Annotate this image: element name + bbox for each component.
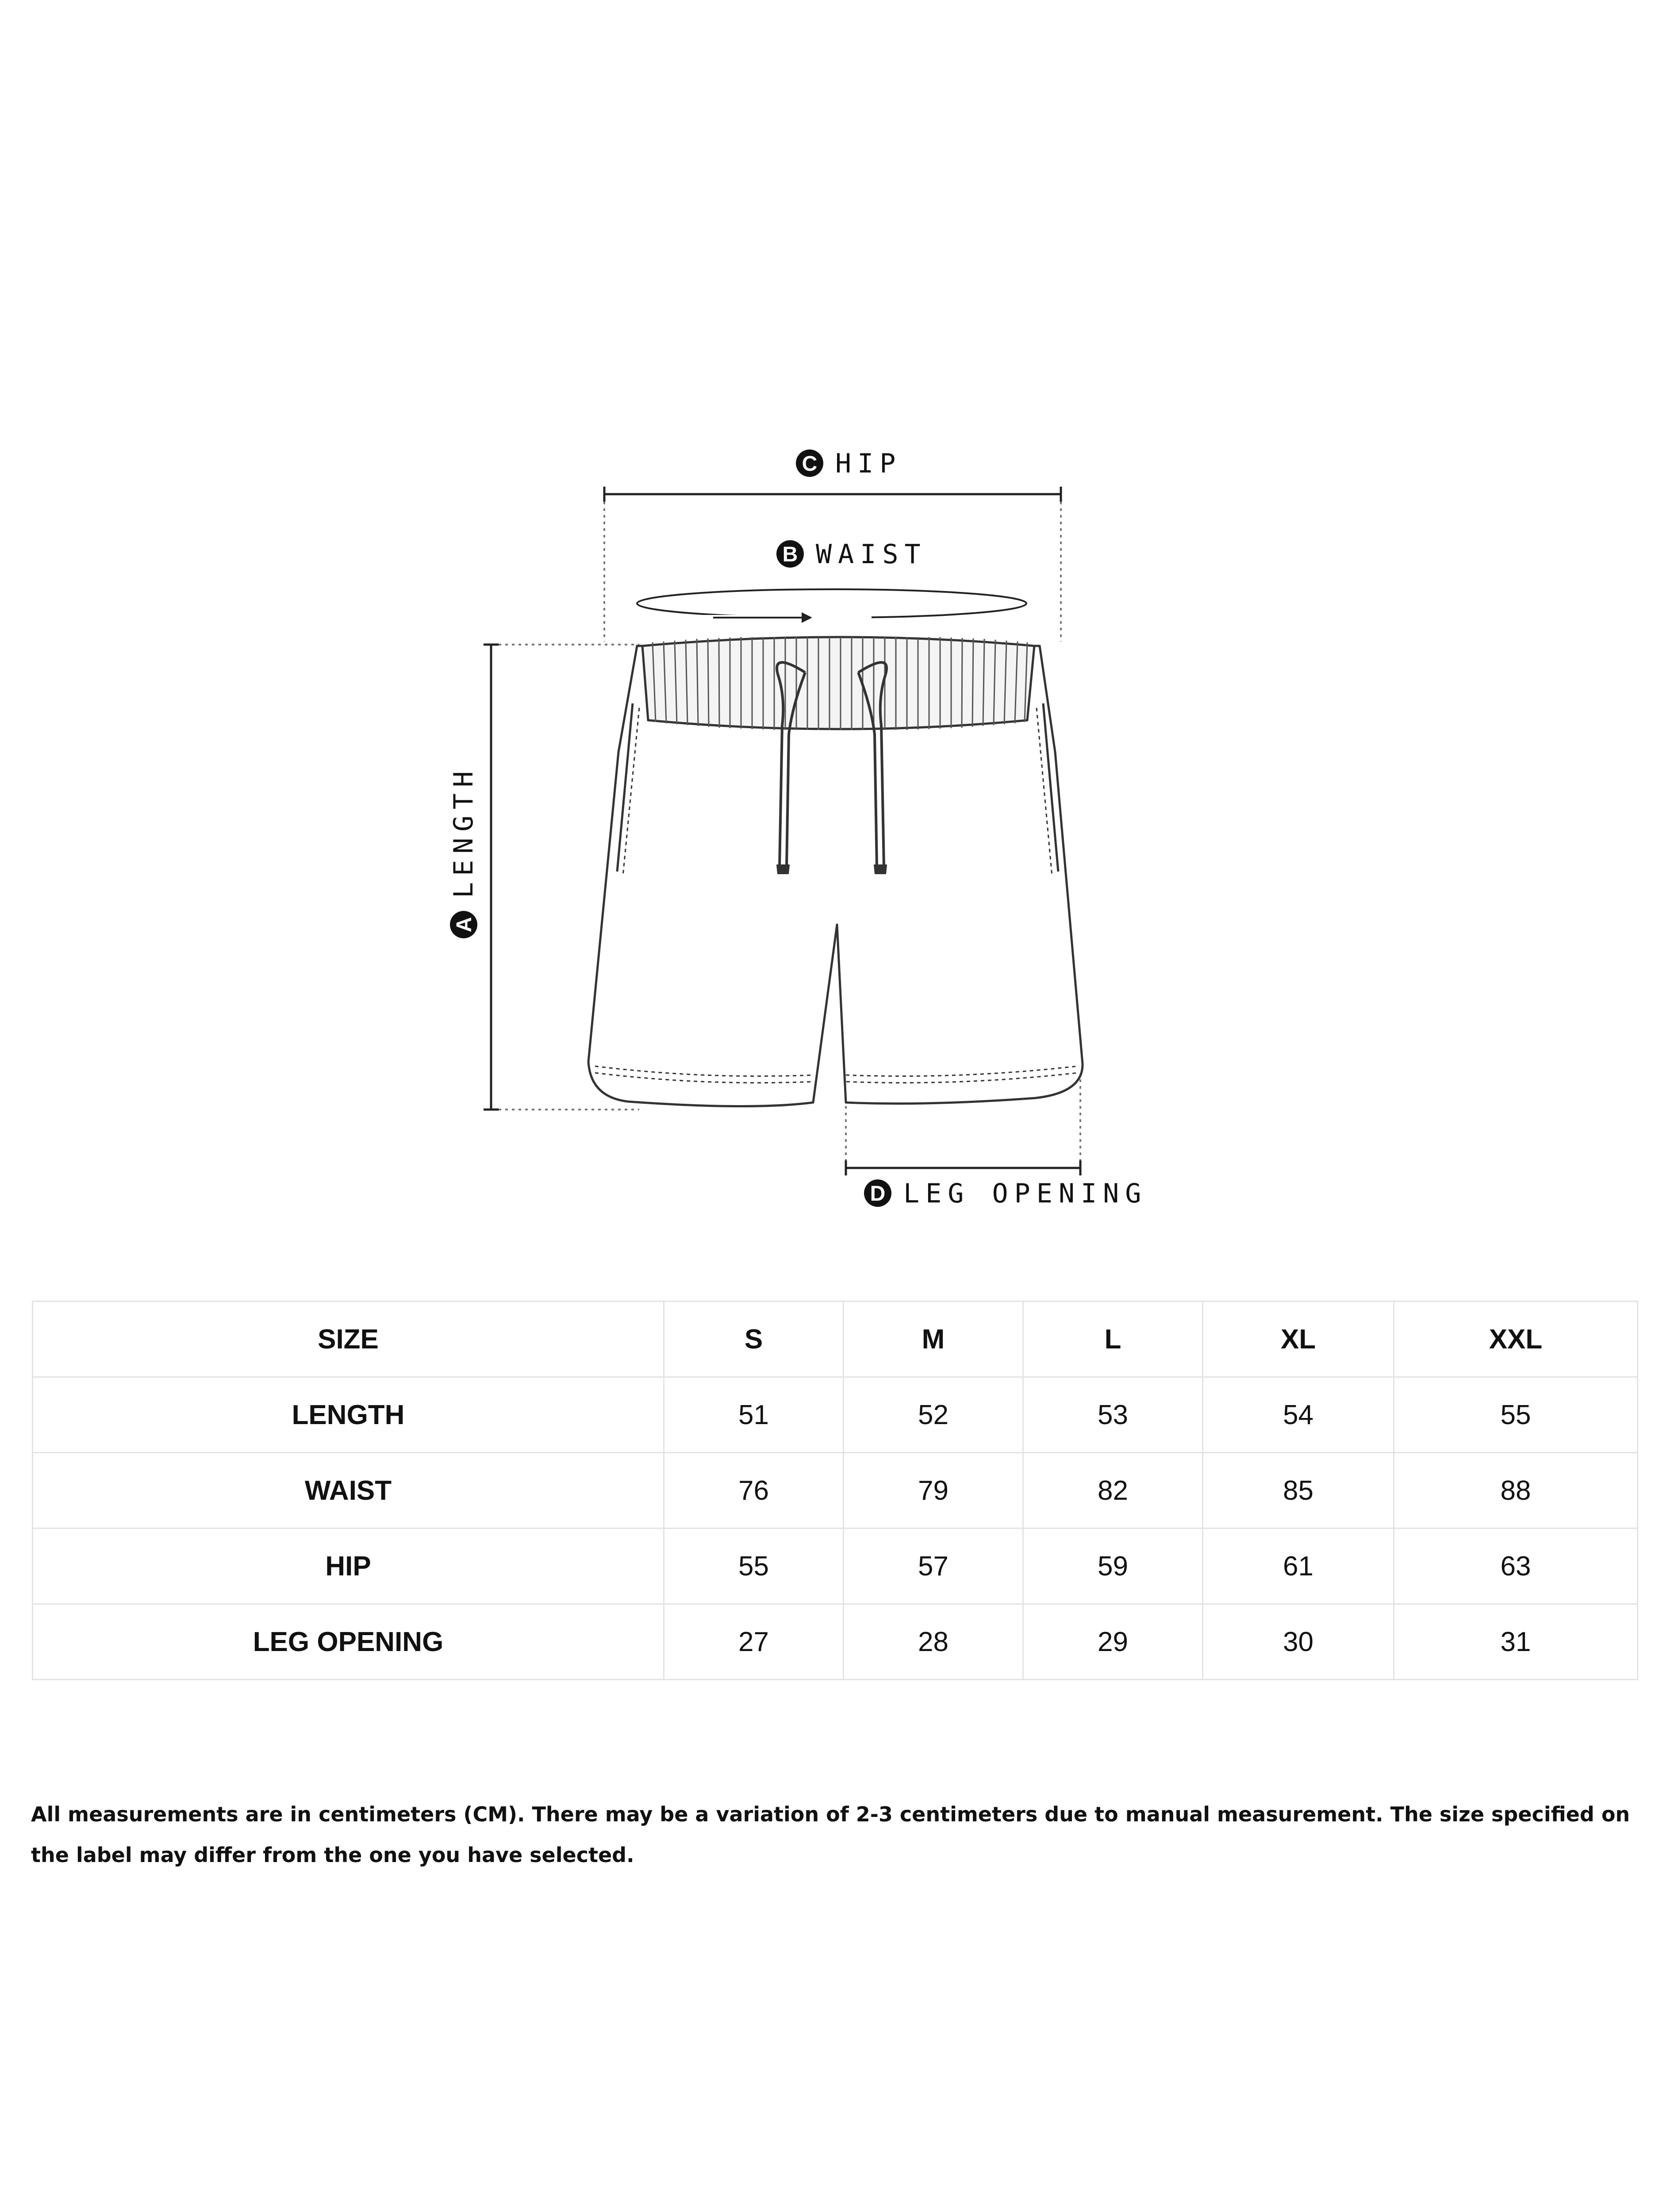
- length-label: LENGTH: [448, 765, 479, 898]
- table-cell: 51: [664, 1377, 844, 1453]
- table-header-xxl: XXL: [1394, 1302, 1638, 1377]
- table-header-s: S: [664, 1302, 844, 1377]
- table-cell: 30: [1203, 1604, 1394, 1680]
- length-badge-letter: A: [453, 917, 476, 933]
- table-cell: 31: [1394, 1604, 1638, 1680]
- leg-opening-badge-letter: D: [870, 1182, 886, 1206]
- table-row: [33, 1377, 1638, 1453]
- table-row: [33, 1528, 1638, 1604]
- table-cell: 55: [1394, 1377, 1638, 1453]
- waistband: [642, 637, 1034, 729]
- hip-label: HIP: [835, 448, 902, 479]
- table-cell: 27: [664, 1604, 844, 1680]
- table-header-xl: XL: [1203, 1302, 1394, 1377]
- size-chart-table: [32, 1301, 1638, 1680]
- table-cell: 88: [1394, 1453, 1638, 1528]
- table-header-row: [33, 1302, 1638, 1377]
- leg-opening-label: LEG OPENING: [903, 1178, 1148, 1209]
- row-label-hip: HIP: [33, 1528, 664, 1604]
- table-cell: 52: [844, 1377, 1023, 1453]
- table-cell: 57: [844, 1528, 1023, 1604]
- row-label-waist: WAIST: [33, 1453, 664, 1528]
- row-label-length: LENGTH: [33, 1377, 664, 1453]
- waist-ellipse: [637, 589, 1026, 618]
- table-cell: 54: [1203, 1377, 1394, 1453]
- table-cell: 76: [664, 1453, 844, 1528]
- table-cell: 82: [1023, 1453, 1203, 1528]
- measurement-note: All measurements are in centimeters (CM). There may be a variation of 2-3 centimeters due to manual measurement. The size specified on the label may differ from the one you have selected.: [31, 1802, 1630, 1867]
- table-cell: 53: [1023, 1377, 1203, 1453]
- table-cell: 28: [844, 1604, 1023, 1680]
- table-cell: 61: [1203, 1528, 1394, 1604]
- waist-badge-letter: B: [782, 543, 798, 566]
- table-cell: 85: [1203, 1453, 1394, 1528]
- waist-arrow-icon: [802, 612, 812, 623]
- table-cell: 29: [1023, 1604, 1203, 1680]
- shorts-illustration: [588, 637, 1083, 1106]
- table-row: [33, 1604, 1638, 1680]
- table-row: [33, 1453, 1638, 1528]
- table-cell: 55: [664, 1528, 844, 1604]
- table-header-l: L: [1023, 1302, 1203, 1377]
- table-cell: 63: [1394, 1528, 1638, 1604]
- hip-badge-letter: C: [802, 452, 818, 476]
- waist-label: WAIST: [816, 539, 927, 570]
- table-header-size: SIZE: [33, 1302, 664, 1377]
- waist-dimension: [637, 539, 1026, 623]
- table-header-m: M: [844, 1302, 1023, 1377]
- table-cell: 79: [844, 1453, 1023, 1528]
- table-cell: 59: [1023, 1528, 1203, 1604]
- row-label-leg-opening: LEG OPENING: [33, 1604, 664, 1680]
